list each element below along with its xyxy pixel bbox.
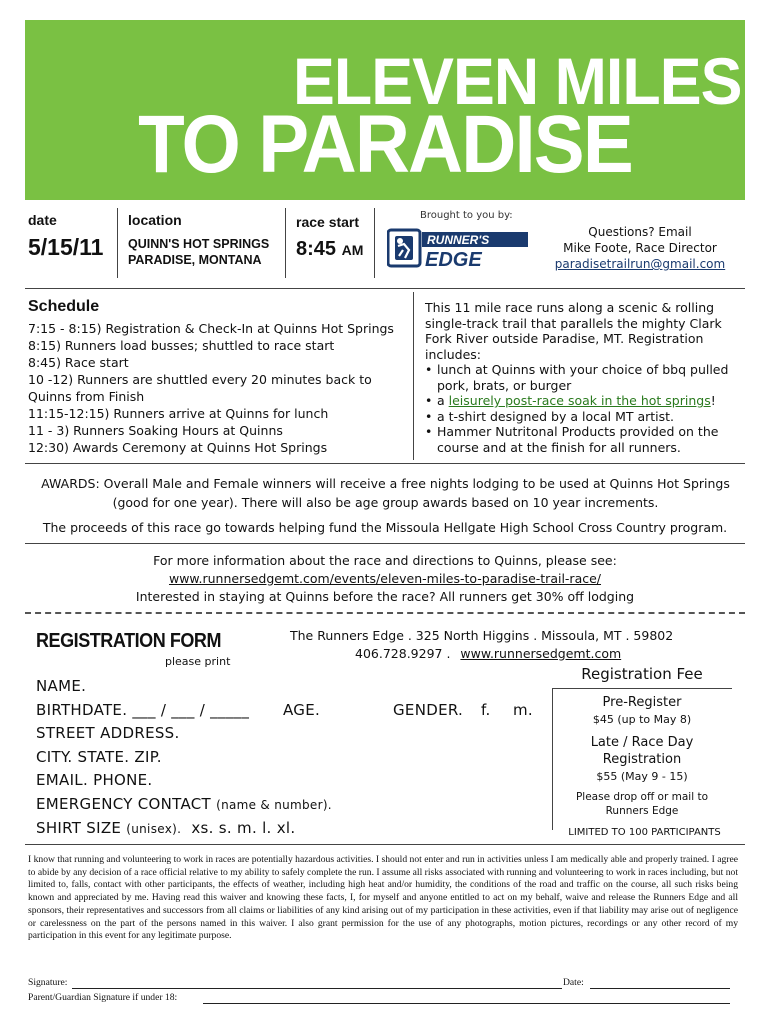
schedule-item: 8:45) Race start xyxy=(28,355,129,370)
location xyxy=(128,236,269,268)
proceeds-text: The proceeds of this race go towards helping fund the Missoula Hellgate High School Cross Country program. xyxy=(42,520,728,535)
divider xyxy=(552,688,732,689)
emergency-contact-row[interactable] xyxy=(36,793,556,818)
registration-form-title: REGISTRATION FORM xyxy=(36,630,222,652)
cut-line xyxy=(25,612,745,614)
divider xyxy=(285,208,286,278)
hot-springs-link[interactable]: leisurely post-race soak in the hot springs xyxy=(448,393,711,408)
gender-option-f[interactable]: f. xyxy=(481,700,491,719)
divider xyxy=(25,463,745,464)
schedule-title: Schedule xyxy=(28,298,100,315)
location-line-1: QUINN'S HOT SPRINGS xyxy=(128,237,270,251)
signature-label: Signature: xyxy=(28,977,68,988)
late-price: $55 (May 9 - 15) xyxy=(596,770,688,783)
divider xyxy=(25,844,745,845)
shirt-size-options[interactable]: xs. s. m. l. xl. xyxy=(191,819,296,837)
schedule-item: Quinns from Finish xyxy=(28,389,145,404)
birthdate-field[interactable]: BIRTHDATE. ___ / ___ / _____ xyxy=(36,700,250,719)
city-state-zip-field[interactable]: CITY. STATE. ZIP. xyxy=(36,747,162,766)
shirt-size-note: (unisex). xyxy=(126,822,182,836)
schedule-item: 11:15-12:15) Runners arrive at Quinns for lunch xyxy=(28,406,329,421)
fee-title: Registration Fee xyxy=(581,665,703,683)
schedule-item: 7:15 - 8:15) Registration & Check-In at Quinns Hot Springs xyxy=(28,321,394,336)
guardian-signature-label: Parent/Guardian Signature if under 18: xyxy=(28,992,178,1003)
title-line-2: TO PARADISE xyxy=(138,99,632,190)
list-item: • a t-shirt designed by a local MT artist. xyxy=(425,409,730,425)
questions-line-1: Questions? Email xyxy=(588,225,692,239)
divider xyxy=(413,292,414,460)
date-label: Date: xyxy=(563,977,584,988)
gender-option-m[interactable]: m. xyxy=(513,700,533,719)
brought-by: Brought to you by: xyxy=(420,210,513,221)
schedule-item: 12:30) Awards Ceremony at Quinns Hot Springs xyxy=(28,440,328,455)
store-website-link[interactable]: www.runnersedgemt.com xyxy=(460,646,622,661)
schedule-item: 11 - 3) Runners Soaking Hours at Quinns xyxy=(28,423,283,438)
runners-edge-logo xyxy=(387,228,531,268)
age-field[interactable]: AGE. xyxy=(283,700,321,719)
pre-register-price: $45 (up to May 8) xyxy=(592,713,692,726)
race-url-link[interactable]: www.runnersedgemt.com/events/eleven-miles-to-paradise-trail-race/ xyxy=(168,571,602,586)
questions-line-2: Mike Foote, Race Director xyxy=(563,241,717,255)
list-item xyxy=(425,393,730,409)
info-block xyxy=(25,552,745,606)
pre-register xyxy=(552,694,732,728)
signature-line[interactable] xyxy=(72,988,562,989)
race-start-time: 8:45 xyxy=(296,238,337,260)
list-item: • lunch at Quinns with your choice of bbq pulled pork, brats, or burger xyxy=(425,362,730,393)
schedule-item: 10 -12) Runners are shuttled every 20 minutes back to xyxy=(28,372,372,387)
race-description xyxy=(425,300,730,455)
questions xyxy=(540,224,740,272)
logo-text-bottom: EDGE xyxy=(425,249,482,268)
store-contact xyxy=(355,646,621,661)
schedule-list xyxy=(28,320,408,456)
pre-register-label: Pre-Register xyxy=(602,695,682,710)
race-date: 5/15/11 xyxy=(28,234,104,260)
guardian-signature-line[interactable] xyxy=(203,1003,730,1004)
list-item: • Hammer Nutritonal Products provided on the course and at the finish for all runners. xyxy=(425,424,730,455)
late-label-2: Registration xyxy=(602,752,682,767)
logo-text-top: RUNNER'S xyxy=(427,233,490,247)
info-line-1: For more information about the race and directions to Quinns, please see: xyxy=(153,553,617,568)
dropoff-line-2: Runners Edge xyxy=(605,805,679,817)
info-line-3: Interested in staying at Quinns before the race? All runners get 30% off lodging xyxy=(135,589,635,604)
shirt-size-field: SHIRT SIZE xyxy=(36,819,122,837)
divider xyxy=(25,543,745,544)
date-line[interactable] xyxy=(590,988,730,989)
email-phone-field[interactable]: EMAIL. PHONE. xyxy=(36,771,153,789)
date-label: date xyxy=(28,212,57,228)
registration-fields xyxy=(36,675,556,842)
runners-edge-logo-icon xyxy=(387,228,531,268)
awards-text: AWARDS: Overall Male and Female winners will receive a free nights lodging to be used at Quinns Hot Springs (good for one year). There will also be age group awards based on 10 year increments. xyxy=(41,476,730,510)
store-phone: 406.728.9297 . xyxy=(355,646,451,661)
name-field[interactable]: NAME. xyxy=(36,677,87,695)
contact-email-link[interactable]: paradisetrailrun@gmail.com xyxy=(554,257,726,271)
race-start xyxy=(296,238,363,261)
divider xyxy=(117,208,118,278)
participant-limit: LIMITED TO 100 PARTICIPANTS xyxy=(568,827,721,838)
birthdate-row xyxy=(36,699,556,723)
title-line-1: ELEVEN MILES xyxy=(293,44,742,118)
list-item-suffix: ! xyxy=(710,393,716,408)
race-start-suffix: AM xyxy=(341,242,364,258)
late-label-1: Late / Race Day xyxy=(590,735,694,750)
divider xyxy=(25,288,745,289)
gender-field: GENDER. xyxy=(393,700,464,719)
schedule-item: 8:15) Runners load busses; shuttled to race start xyxy=(28,338,335,353)
waiver-text: I know that running and volunteering to work in races are potentially hazardous activities. I should not enter and run in activities unless I am medically able and properly trained. I agree to abide by any decision of a race official relative to my ability to safely complete the run. I assume all risks associated with running and volunteering to work in races including, but not limited to, falls, contact with other participants, the effects of weather, including high heat and/or humidity, the conditions of the road and traffic on the course, all such risks being known and appreciated by me. Having read this waiver and knowing these facts, I, for myself and anyone entitled to act on my behalf, waive and release the Runners Edge and all sponsors, their representatives and successors from all claims or liabilities of any kind arising out of my participation in these activities, even if that liability may arise out of negligence or carelessness on the part of the persons named in this waiver. I also grant permission for the use of any photographs, motion pictures, recordings or any other record of my participation in this event for any legitimate purpose. xyxy=(28,854,738,942)
race-start-label: race start xyxy=(296,214,360,230)
store-address: The Runners Edge . 325 North Higgins . Missoula, MT . 59802 xyxy=(290,628,674,643)
dropoff-line-1: Please drop off or mail to xyxy=(575,791,709,803)
list-item-prefix: a xyxy=(437,393,449,408)
dropoff-note xyxy=(552,790,732,818)
location-line-2: PARADISE, MONTANA xyxy=(128,253,262,267)
street-address-field[interactable]: STREET ADDRESS. xyxy=(36,724,180,742)
divider xyxy=(374,208,375,278)
shirt-size-row xyxy=(36,817,556,842)
location-label: location xyxy=(128,212,182,228)
included-list xyxy=(425,362,730,455)
description-intro: This 11 mile race runs along a scenic & rolling single-track trail that parallels the mighty Clark Fork River outside Paradise, MT. Registration includes: xyxy=(425,300,722,362)
fee-box xyxy=(552,660,732,830)
emergency-contact-note: (name & number). xyxy=(216,797,332,812)
late-register xyxy=(552,734,732,785)
please-print: please print xyxy=(165,655,231,668)
emergency-contact-field: EMERGENCY CONTACT xyxy=(36,794,212,813)
